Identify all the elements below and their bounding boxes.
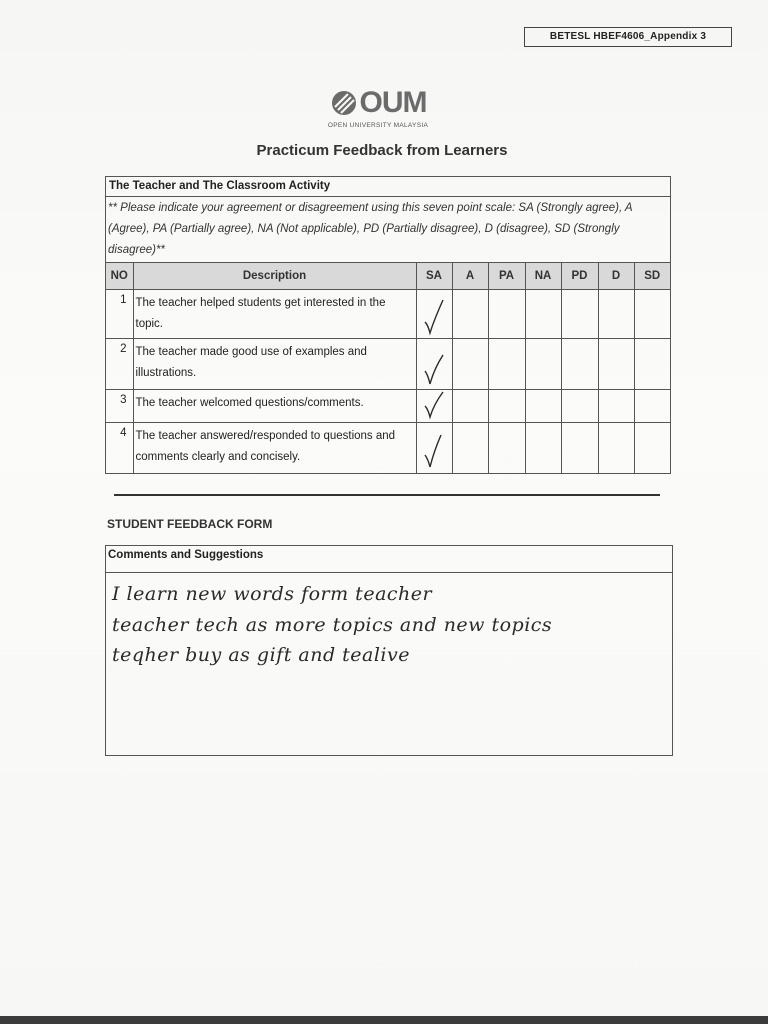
rating-cell-sd[interactable] [634,290,670,339]
rating-cell-a[interactable] [452,390,488,423]
rating-cell-na[interactable] [525,290,561,339]
col-header-d: D [598,263,634,290]
logo-wordmark: OUM [359,86,427,119]
col-header-description: Description [133,263,416,290]
rating-cell-na[interactable] [525,423,561,473]
rating-cell-d[interactable] [598,290,634,339]
checkmark-icon [423,349,445,387]
row-number: 3 [106,390,133,423]
rating-cell-sd[interactable] [634,423,670,473]
handwritten-line: teacher tech as more topics and new topics [112,614,553,636]
col-header-sd: SD [634,263,670,290]
rating-cell-sa[interactable] [416,423,452,473]
handwritten-line: teqher buy as gift and tealive [112,644,410,666]
checkmark-icon [423,433,445,471]
rating-cell-pa[interactable] [488,339,525,390]
rating-cell-sa[interactable] [416,290,452,339]
col-header-no: NO [106,263,133,290]
reference-code: BETESL HBEF4606_Appendix 3 [524,27,732,47]
oum-logo [318,88,438,130]
comments-title: Comments and Suggestions [106,546,672,573]
scale-instructions: ** Please indicate your agreement or disagreement using this seven point scale: SA (Strongly agree), A (Agree), PA (Partially agree), NA (Not applicable), PD (Partially disagree), D (disagree), SD (Strongly disagree)** [106,197,670,263]
rating-table [106,263,670,473]
row-description: The teacher helped students get interested in the topic. [133,290,416,339]
rating-cell-na[interactable] [525,339,561,390]
row-description: The teacher answered/responded to questions and comments clearly and concisely. [133,423,416,473]
rating-cell-d[interactable] [598,423,634,473]
row-description: The teacher welcomed questions/comments. [133,390,416,423]
checkmark-icon [423,390,445,420]
table-row [106,390,670,423]
rating-cell-pd[interactable] [561,390,598,423]
rating-cell-a[interactable] [452,290,488,339]
col-header-pa: PA [488,263,525,290]
rating-cell-na[interactable] [525,390,561,423]
row-description: The teacher made good use of examples and illustrations. [133,339,416,390]
rating-cell-pd[interactable] [561,290,598,339]
page-bottom-edge [0,1016,768,1024]
logo-subtitle: OPEN UNIVERSITY MALAYSIA [327,122,429,129]
rating-cell-a[interactable] [452,339,488,390]
rating-cell-d[interactable] [598,390,634,423]
rating-cell-pa[interactable] [488,423,525,473]
survey-section-title: The Teacher and The Classroom Activity [106,177,670,197]
rating-cell-pa[interactable] [488,390,525,423]
col-header-na: NA [525,263,561,290]
survey-table-section [105,176,671,474]
rating-cell-sd[interactable] [634,390,670,423]
oum-emblem-icon [330,89,358,117]
rating-cell-sa[interactable] [416,339,452,390]
rating-cell-pa[interactable] [488,290,525,339]
feedback-form-heading: STUDENT FEEDBACK FORM [107,517,273,531]
rating-cell-pd[interactable] [561,423,598,473]
rating-cell-pd[interactable] [561,339,598,390]
table-header-row [106,263,670,290]
table-row [106,423,670,473]
handwritten-line: I learn new words form teacher [112,583,433,605]
comments-box [105,545,673,756]
table-row [106,290,670,339]
row-number: 1 [106,290,133,339]
rating-cell-sd[interactable] [634,339,670,390]
rating-cell-sa[interactable] [416,390,452,423]
col-header-a: A [452,263,488,290]
page-title: Practicum Feedback from Learners [256,142,508,159]
rating-cell-d[interactable] [598,339,634,390]
row-number: 2 [106,339,133,390]
section-divider [114,494,660,496]
col-header-pd: PD [561,263,598,290]
rating-cell-a[interactable] [452,423,488,473]
table-row [106,339,670,390]
row-number: 4 [106,423,133,473]
checkmark-icon [423,298,445,336]
col-header-sa: SA [416,263,452,290]
